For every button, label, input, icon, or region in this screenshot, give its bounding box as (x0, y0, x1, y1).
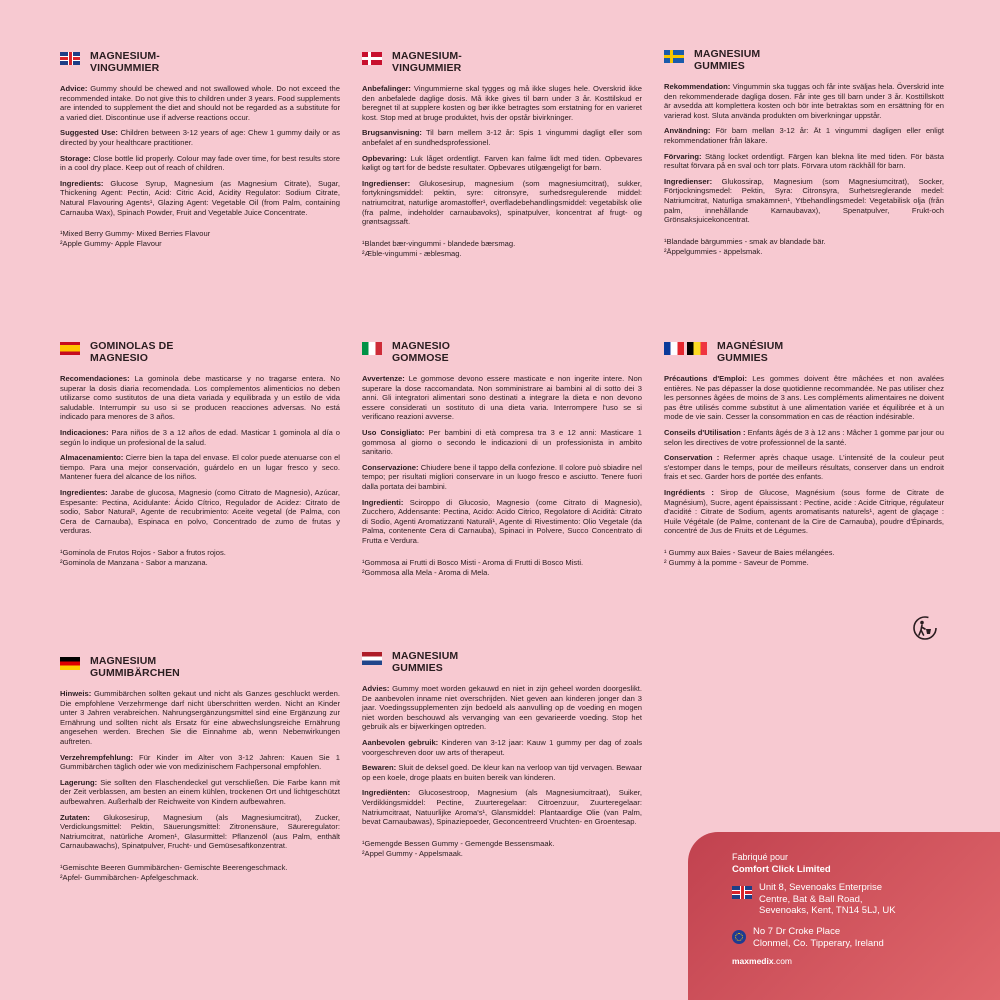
footnote-1: ¹Gemengde Bessen Gummy - Gemengde Bessensmaak. (362, 838, 555, 848)
company-name: Comfort Click Limited (732, 864, 831, 875)
advice-text: Advies: Gummy moet worden gekauwd en niet in zijn geheel worden doorgeslikt. De aanbevolen inname niet overschrijden. Niet geven aan kinderen jonger dan 3 jaar. Voedingssupplementen zijn bedoeld als aanvulling op de voeding en mogen niet worden beschouwd als vervanging van een gevarieerde voeding. Stop het gebruik als er bijwerkingen optreden. (362, 684, 642, 732)
footnote-1: ¹Gominola de Frutos Rojos - Sabor a frutos rojos. (60, 547, 226, 557)
advice-text: Recomendaciones: La gominola debe masticarse y no tragarse entera. No superar la dosis diaria recomendada. Los complementos alimenticios no deben utilizarse como sustitutos de una dieta variada y equilibrada y un estilo de vida saludable. Interrumpir su uso si se producen reacciones adversas. No está indicado para menores de 3 años. (60, 374, 340, 422)
footnote-2: ²Apfel- Gummibärchen- Apfelgeschmack. (60, 872, 199, 882)
made-for-label: Fabriqué pour (732, 852, 789, 862)
usage-text: Verzehrempfehlung: Für Kinder im Alter von 3-12 Jahren: Kauen Sie 1 Gummibärchen täglich oder wie von medizinischem Fachpersonal empfohlen. (60, 752, 340, 772)
usage-text: Brugsanvisning: Til børn mellem 3-12 år: Spis 1 vingummi dagligt eller som anbefalet af en sundhedsprofessionel. (362, 128, 642, 147)
advice-text: Précautions d'Emploi: Les gommes doivent être mâchées et non avalées entières. Ne pas dépasser la dose quotidienne recommandée. Ne pas utiliser chez les personnes âgées de moins de 3 ans. Les compléments alimentaires ne doivent pas être utilisés comme substitut à une alimentation variée et équilibrée et à un mode de vie sain. Cesser la consommation en cas de réaction indésirable. (664, 374, 944, 422)
storage-text: Conservation : Refermer après chaque usage. L'intensité de la couleur peut s'estomper dans le temps, pour de meilleurs résultats, conserver dans un endroit frais et sec. Garder hors de portée des enfants. (664, 453, 944, 482)
ingredients-text: Zutaten: Glukosesirup, Magnesium (als Magnesiumcitrat), Zucker, Verdickungsmittel: Pektin, Säuerungsmittel: Zitronensäure, Säureregulator: Natriumcitrat, natürliche Aromen¹, Glasurmittel: Pflanzenöl (aus Palm, enthält Carnaubawachs), Spinatpulver, Frucht- und Gemüsesaftkonzentrat. (60, 812, 340, 851)
germany-flag-icon (60, 657, 80, 670)
usage-text: Användning: För barn mellan 3-12 år: Ät 1 vingummi dagligen eller enligt rekommendationer från läkare. (664, 126, 944, 145)
usage-text: Conseils d'Utilisation : Enfants âgés de 3 à 12 ans : Mâcher 1 gomme par jour ou selon les directives de votre professionnel de la santé. (664, 427, 944, 447)
ireland-address: No 7 Dr Croke Place Clonmel, Co. Tipperary, Ireland (732, 926, 884, 949)
footnote-2: ²Gommosa alla Mela - Aroma di Mela. (362, 567, 490, 577)
ingredients-text: Ingredientes: Jarabe de glucosa, Magnesio (como Citrato de Magnesio), Azúcar, Espesante: Pectina, Acidulante: Ácido Cítrico, Regulador de Acidez: Citrato de sodio, Sabor Natural¹, Agente de recubrimiento: Aceite vegetal (de Palma, con Cera de Carnauba), Espinaca en polvo, Concentrado de zumo de frutas y verduras. (60, 487, 340, 536)
section-english (60, 50, 340, 249)
section-swedish (664, 48, 944, 257)
section-spanish (60, 340, 340, 568)
ingredients-text: Ingrediënten: Glucosestroop, Magnesium (als Magnesiumcitraat), Suiker, Verdikkingsmiddel: Pectine, Zuurteregelaar: Citroenzuur, Zuurteregelaar: Natriumcitraat, Natuurlijke Aroma's¹, Glansmiddel: Plantaardige Olie (van Palm, bevat Carnaubawas), Spinaziepoeder, Geconcentreerd Vruchten- en Groentesap. (362, 788, 642, 827)
section-title: MAGNESIUM- VINGUMMIER (90, 50, 160, 74)
netherlands-flag-icon (362, 652, 382, 665)
advice-text: Avvertenze: Le gommose devono essere masticate e non ingerite intere. Non superare la dose raccomandata. Non somministrare ai bambini al di sotto dei 3 anni. Gli integratori alimentari sono destinati a integrare la dieta e non devono essere considerati un sostituto di una dieta varia. Interrompere l'uso se si verificano reazioni avverse. (362, 374, 642, 422)
storage-text: Conservazione: Chiudere bene il tappo della confezione. Il colore può sbiadire nel tempo; per risultati migliori conservare in un luogo fresco e asciutto. Tenere fuori dalla portata dei bambini. (362, 462, 642, 491)
footnote-1: ¹ Gummy aux Baies - Saveur de Baies mélangées. (664, 547, 835, 557)
usage-text: Indicaciones: Para niños de 3 a 12 años de edad. Masticar 1 gominola al día o según lo indique un profesional de la salud. (60, 427, 340, 447)
section-dutch (362, 650, 642, 859)
footnote-1: ¹Gemischte Beeren Gummibärchen- Gemischte Beerengeschmack. (60, 862, 288, 872)
uk-flag-icon (732, 886, 752, 899)
ingredients-text: Ingredienser: Glukossirap, Magnesium (som Magnesiumcitrat), Socker, Förtjockningsmedel: Pektin, Syra: Citronsyra, Surhetsreglerande medel: Natriumcitrat, Naturliga smakämnen¹, Ytbehandlingsmedel: Vegetabilisk olja (från palm, innehållande Karnaubavax), Spenatpulver, Frukt-och Grönsaksjuicekoncentrat. (664, 176, 944, 225)
belgium-flag-icon (687, 342, 707, 355)
usage-text: Aanbevolen gebruik: Kinderen van 3-12 jaar: Kauw 1 gummy per dag of zoals voorgeschreven door uw arts of therapeut. (362, 737, 643, 757)
ingredients-text: Ingredients: Glucose Syrup, Magnesium (as Magnesium Citrate), Sugar, Thickening Agent: Pectin, Acid: Citric Acid, Acidity Regulator: Sodium Citrate, Natural Flavouring Agents¹, Glazing Agent: Vegetable Oil (from Palm, containing Carnauba Wax), Spinach Powder, Fruit and Vegetable Juice Concentrate. (60, 178, 340, 217)
footnote-1: ¹Mixed Berry Gummy- Mixed Berries Flavour (60, 229, 211, 239)
section-title: MAGNESIUM GUMMIBÄRCHEN (90, 655, 180, 679)
section-title: MAGNESIUM- VINGUMMIER (392, 50, 462, 74)
ingredients-text: Ingredienti: Sciroppo di Glucosio, Magnesio (come Citrato di Magnesio), Zucchero, Addensante: Pectina, Acido: Acido Citrico, Regolatore di Acidità: Citrato di Sodio, Agenti Aromatizzanti Naturali¹, Agente di Rivestimento: Olio Vegetale (da Palma, contenente Cera di Carnauba), Spinaci in Polvere, Succo Concentrato di Frutta e Verdura. (362, 497, 642, 545)
advice-text: Anbefalinger: Vingummierne skal tygges og må ikke sluges hele. Overskrid ikke den anbefalede daglige dosis. Må ikke gives til børn under 3 år. Kosttilskud er beregnet til at supplere kosten og bør ikke betragtes som erstatning for en varieret kost. Stop med at bruge produktet, hvis der opstår bivirkninger. (362, 84, 642, 122)
section-german (60, 655, 340, 883)
footnote-2: ²Gominola de Manzana - Sabor a manzana. (60, 557, 208, 567)
advice-text: Advice: Gummy should be chewed and not swallowed whole. Do not exceed the recommended intake. Do not give this to children under 3 years. Food supplements are intended to supplement the diet and should not be regarded as a substitute for a varied diet. Discontinue use if adverse reactions occur. (60, 84, 340, 122)
section-title: MAGNESIUM GUMMIES (694, 48, 761, 72)
footnote-2: ²Æble-vingummi - æblesmag. (362, 248, 462, 258)
ingredients-text: Ingredienser: Glukosesirup, magnesium (som magnesiumcitrat), sukker, fortykningsmiddel: pektin, syre: citronsyre, surhedsregulerende middel: natriumcitrat, naturlige aromastoffer¹, overfladebehandlingsmiddel: vegetabilsk olie (fra palme, indeholder carnaubavoks), spinatpulver, koncentrat af frugt- og grøntsagssaft. (362, 178, 642, 227)
section-title: MAGNESIUM GUMMIES (392, 650, 459, 674)
section-danish (362, 50, 642, 259)
spain-flag-icon (60, 342, 80, 355)
section-french (664, 340, 944, 568)
italy-flag-icon (362, 342, 382, 355)
website-link[interactable]: maxmedix.com (732, 956, 793, 966)
france-flag-icon (664, 342, 684, 355)
storage-text: Lagerung: Sie sollten den Flaschendeckel gut verschließen. Die Farbe kann mit der Zeit verblassen, am besten an einem kühlen, trockenen Ort und lichtgeschützt aufbewahren. Außerhalb der Reichweite von Kindern aufbewahren. (60, 777, 340, 806)
advice-text: Hinweis: Gummibärchen sollten gekaut und nicht als Ganzes geschluckt werden. Die empfohlene Verzehrmenge darf nicht überschritten werden. Nicht an Kinder unter 3 Jahren verabreichen. Nahrungsergänzungsmittel sind eine Ergänzung zur Ernährung und sollten nicht als Ersatz für eine abwechslungsreiche Ernährung angesehen werden. Brechen Sie die Einnahme ab, wenn Nebenwirkungen auftreten. (60, 689, 340, 746)
footnote-2: ² Gummy à la pomme - Saveur de Pomme. (664, 557, 809, 567)
usage-text: Suggested Use: Children between 3-12 years of age: Chew 1 gummy daily or as directed by your healthcare practitioner. (60, 128, 340, 147)
section-title: MAGNÉSIUM GUMMIES (717, 340, 784, 364)
company-info-panel (688, 832, 1000, 1000)
footnote-1: ¹Blandade bärgummies - smak av blandade bär. (664, 236, 826, 246)
storage-text: Almacenamiento: Cierre bien la tapa del envase. El color puede atenuarse con el tiempo. Para una mejor conservación, guárdelo en un lugar fresco y seco. Mantener fuera del alcance de los niños. (60, 453, 340, 482)
storage-text: Opbevaring: Luk låget ordentligt. Farven kan falme lidt med tiden. Opbevares køligt og tørt for de bedste resultater. Opbevares utilgængeligt for børn. (362, 153, 642, 173)
footnote-1: ¹Gommosa ai Frutti di Bosco Misti - Aroma di Frutti di Bosco Misti. (362, 557, 584, 567)
denmark-flag-icon (362, 52, 382, 65)
usage-text: Uso Consigliato: Per bambini di età compresa tra 3 e 12 anni: Masticare 1 gommosa al giorno o secondo le indicazioni di un professionista in ambito sanitario. (362, 427, 642, 457)
footnote-1: ¹Blandet bær-vingummi - blandede bærsmag. (362, 238, 516, 248)
sweden-flag-icon (664, 50, 684, 63)
section-title: GOMINOLAS DE MAGNESIO (90, 340, 174, 364)
ingredients-text: Ingrédients : Sirop de Glucose, Magnésium (sous forme de Citrate de Magnésium), Sucre, agent épaississant : Pectine, acide : Acide Citrique, régulateur d'acidité : Citrate de Sodium, agents aromatisants naturels¹, agent de glaçage : Huile Végétale (de Palme, contenant de la Cire de Carnauba), poudre d'Épinards, concentré de Jus de Fruits et de Légumes. (664, 487, 944, 536)
storage-text: Förvaring: Stäng locket ordentligt. Färgen kan blekna lite med tiden. För bästa resultat förvara på en sval och torr plats. Förvara utom räckhåll för barn. (664, 151, 944, 171)
advice-text: Rekommendation: Vingummin ska tuggas och får inte sväljas hela. Överskrid inte den rekommenderade dagliga dosen. Får inte ges till barn under 3 år. Kosttillskott är avsedda att komplettera kosten och bör inte betraktas som en ersättning för en varierad kost. Sluta använda produkten om biverkningar uppstår. (664, 82, 944, 120)
section-title: MAGNESIO GOMMOSE (392, 340, 450, 364)
footnote-2: ²Appel Gummy - Appelsmaak. (362, 848, 463, 858)
storage-text: Storage: Close bottle lid properly. Colour may fade over time, for best results store in a cool dry place. Keep out of reach of children. (60, 153, 340, 173)
footnote-2: ²Apple Gummy- Apple Flavour (60, 239, 162, 249)
eu-flag-icon (732, 930, 746, 944)
recycle-person-icon (913, 616, 937, 640)
section-italian (362, 340, 642, 578)
uk-address: Unit 8, Sevenoaks Enterprise Centre, Bat & Ball Road, Sevenoaks, Kent, TN14 5LJ, UK (732, 882, 896, 917)
storage-text: Bewaren: Sluit de deksel goed. De kleur kan na verloop van tijd vervagen. Bewaar op een koele, droge plaats en buiten bereik van kinderen. (362, 763, 642, 782)
uk-flag-icon (60, 52, 80, 65)
footnote-2: ²Äppelgummies - äppelsmak. (664, 246, 763, 256)
